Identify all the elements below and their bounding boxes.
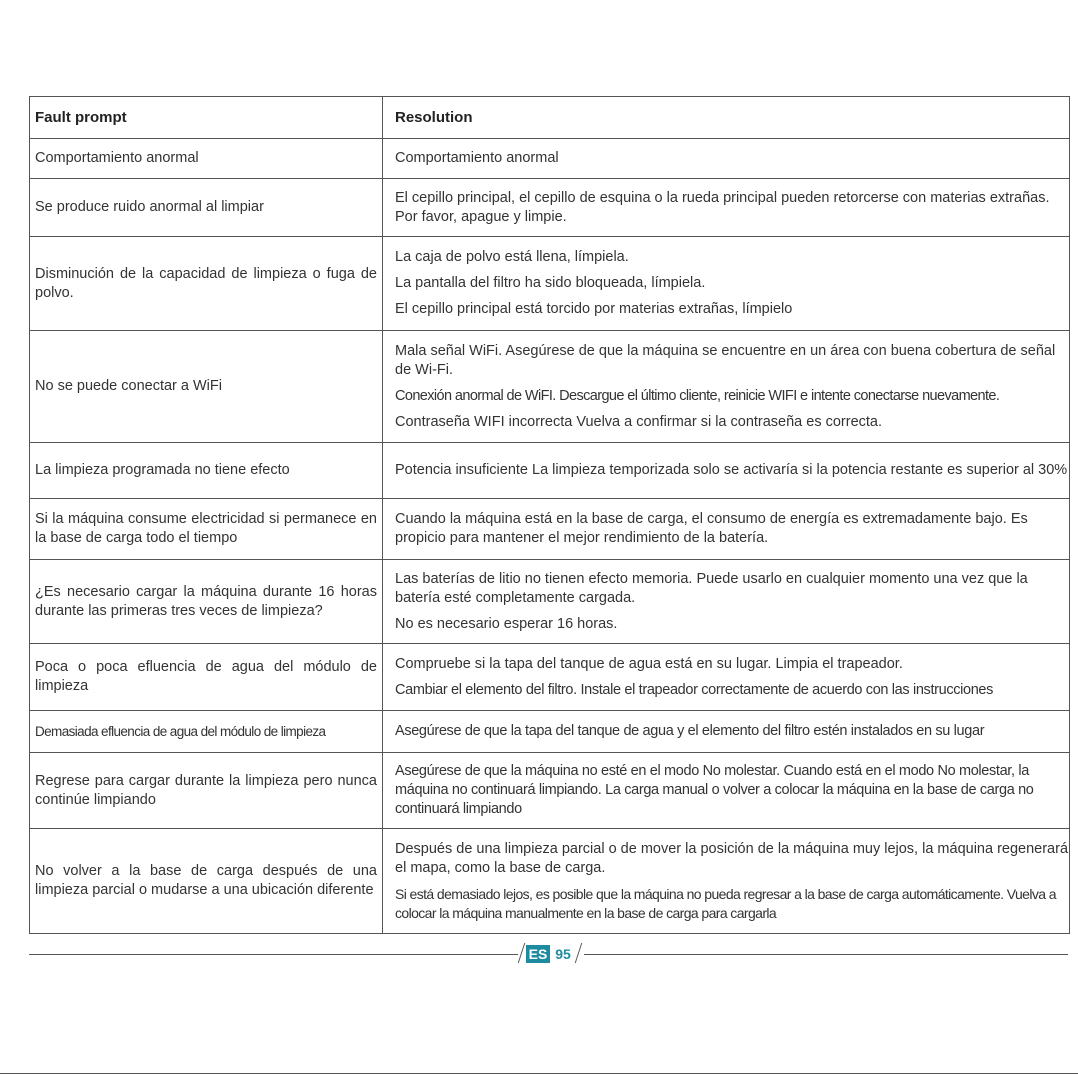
resolution-cell xyxy=(383,829,1070,934)
table-row xyxy=(30,560,1070,644)
resolution-text: Comportamiento anormal xyxy=(395,150,559,166)
footer-divider-left xyxy=(29,954,518,955)
table-row xyxy=(30,139,1070,179)
resolution-text: Las baterías de litio no tienen efecto memoria. Puede usarlo en cualquier momento una vez que la batería esté completamente cargada. xyxy=(395,570,1028,606)
footer-slash-right xyxy=(575,943,582,963)
resolution-text: Potencia insuficiente La limpieza temporizada solo se activaría si la potencia restante es superior al 30% xyxy=(395,462,1068,478)
resolution-text: No es necesario esperar 16 horas. xyxy=(395,615,618,632)
resolution-text: El cepillo principal está torcido por materias extrañas, límpielo xyxy=(395,301,793,317)
resolution-cell xyxy=(383,644,1070,711)
fault-cell: Demasiada efluencia de agua del módulo de limpieza xyxy=(30,711,383,753)
table-row xyxy=(30,179,1070,237)
fault-cell: Poca o poca efluencia de agua del módulo de limpieza xyxy=(30,644,383,711)
troubleshooting-table xyxy=(29,96,1070,934)
resolution-cell xyxy=(383,331,1070,443)
resolution-text: Cuando la máquina está en la base de carga, el consumo de energía es extremadamente bajo. Es propicio para mantener el mejor rendimiento de la batería. xyxy=(395,511,1028,546)
fault-cell: La limpieza programada no tiene efecto xyxy=(30,443,383,499)
fault-cell: No se puede conectar a WiFi xyxy=(30,331,383,443)
resolution-cell xyxy=(383,179,1070,237)
resolution-text: Asegúrese de que la tapa del tanque de agua y el elemento del filtro estén instalados en su lugar xyxy=(395,723,985,739)
resolution-text: Mala señal WiFi. Asegúrese de que la máquina se encuentre en un área con buena cobertura de señal de Wi-Fi. xyxy=(395,342,1056,378)
fault-cell: Comportamiento anormal xyxy=(30,139,383,179)
resolution-cell xyxy=(383,711,1070,753)
fault-cell: Si la máquina consume electricidad si permanece en la base de carga todo el tiempo xyxy=(30,499,383,560)
resolution-cell xyxy=(383,560,1070,644)
fault-cell: Se produce ruido anormal al limpiar xyxy=(30,179,383,237)
resolution-text: La pantalla del filtro ha sido bloqueada, límpiela. xyxy=(395,275,706,291)
language-badge: ES xyxy=(526,945,550,963)
fault-cell: Disminución de la capacidad de limpieza o fuga de polvo. xyxy=(30,237,383,331)
resolution-column-header: Resolution xyxy=(383,97,1070,139)
table-row xyxy=(30,644,1070,711)
resolution-cell xyxy=(383,499,1070,560)
resolution-text: Asegúrese de que la máquina no esté en el modo No molestar. Cuando está en el modo No molestar, la máquina no continuará limpiando. La carga manual o volver a colocar la máquina en la base de carga no continuará limpiando xyxy=(395,763,1034,817)
resolution-text: Cambiar el elemento del filtro. Instale el trapeador correctamente de acuerdo con las instrucciones xyxy=(395,681,994,698)
resolution-text: Conexión anormal de WiFI. Descargue el último cliente, reinicie WIFI e intente conectarse nuevamente. xyxy=(395,387,1000,404)
table-row xyxy=(30,443,1070,499)
fault-cell: No volver a la base de carga después de una limpieza parcial o mudarse a una ubicación diferente xyxy=(30,829,383,934)
table-header-row xyxy=(30,97,1070,139)
table-row xyxy=(30,753,1070,829)
page-bottom-border xyxy=(0,1073,1078,1074)
fault-cell: ¿Es necesario cargar la máquina durante 16 horas durante las primeras tres veces de limpieza? xyxy=(30,560,383,644)
resolution-cell xyxy=(383,237,1070,331)
footer-slash-left xyxy=(518,943,525,963)
resolution-cell xyxy=(383,443,1070,499)
footer-divider-right xyxy=(584,954,1068,955)
table-row xyxy=(30,331,1070,443)
table-row xyxy=(30,829,1070,934)
resolution-text: Si está demasiado lejos, es posible que la máquina no pueda regresar a la base de carga automáticamente. Vuelva a colocar la máquina manualmente en la base de carga para cargarla xyxy=(395,885,1056,921)
resolution-cell xyxy=(383,753,1070,829)
page-number: 95 xyxy=(555,946,571,962)
fault-column-header: Fault prompt xyxy=(30,97,383,139)
resolution-cell xyxy=(383,139,1070,179)
resolution-text: Después de una limpieza parcial o de mover la posición de la máquina muy lejos, la máquina regenerará el mapa, como la base de carga. xyxy=(395,840,1069,876)
table-row xyxy=(30,711,1070,753)
fault-cell: Regrese para cargar durante la limpieza pero nunca continúe limpiando xyxy=(30,753,383,829)
resolution-text: Contraseña WIFI incorrecta Vuelva a confirmar si la contraseña es correcta. xyxy=(395,413,883,430)
table-row xyxy=(30,237,1070,331)
resolution-text: Compruebe si la tapa del tanque de agua está en su lugar. Limpia el trapeador. xyxy=(395,655,903,672)
resolution-text: El cepillo principal, el cepillo de esquina o la rueda principal pueden retorcerse con materias extrañas. Por favor, apague y limpie. xyxy=(395,189,1050,225)
resolution-text: La caja de polvo está llena, límpiela. xyxy=(395,249,629,265)
table-row xyxy=(30,499,1070,560)
